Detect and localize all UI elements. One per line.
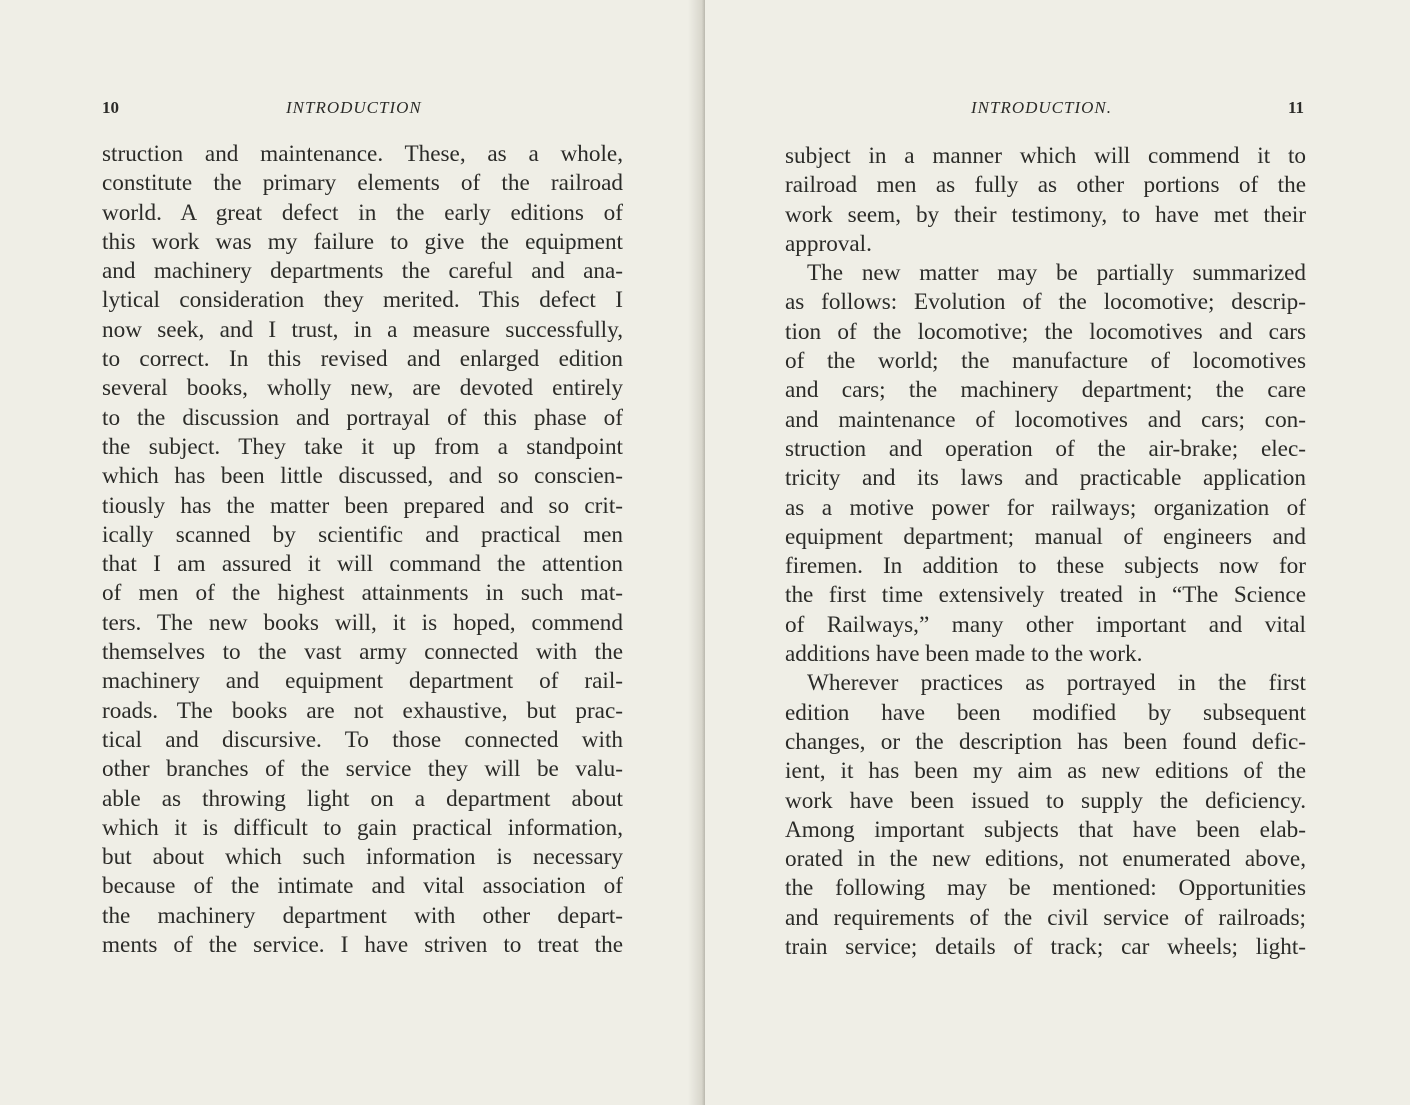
text-line: tical and discursive. To those connected with [102, 726, 623, 753]
text-line: Wherever practices as portrayed in the first [807, 670, 1306, 697]
text-line: changes, or the description has been found defic- [785, 728, 1306, 755]
text-line: work seem, by their testimony, to have met their [785, 201, 1306, 228]
text-line: edition have been modified by subsequent [785, 699, 1306, 726]
text-line: lytical consideration they merited. This defect I [102, 287, 623, 314]
text-line: now seek, and I trust, in a measure successfully, [102, 316, 623, 343]
text-line: as a motive power for railways; organization of [785, 494, 1306, 521]
right-page-number: 11 [1288, 98, 1305, 117]
text-line: Among important subjects that have been elab- [785, 816, 1306, 843]
text-line: the following may be mentioned: Opportunities [785, 875, 1306, 902]
text-line: world. A great defect in the early editions of [102, 199, 623, 226]
text-line: struction and operation of the air-brake; elec- [785, 435, 1306, 462]
text-line: tion of the locomotive; the locomotives and cars [785, 318, 1306, 345]
text-line: subject in a manner which will commend it to [785, 143, 1306, 169]
text-line: and cars; the machinery department; the care [785, 377, 1306, 404]
right-page [705, 0, 1410, 1105]
text-line: several books, wholly new, are devoted entirely [102, 375, 623, 402]
text-line: firemen. In addition to these subjects now for [785, 553, 1306, 580]
text-line: the first time extensively treated in “The Science [785, 582, 1306, 609]
right-running-head: INTRODUCTION. [971, 98, 1112, 117]
text-line: to the discussion and portrayal of this phase of [102, 404, 623, 431]
right-body-text [785, 142, 1306, 962]
text-line: this work was my failure to give the equipment [102, 228, 623, 255]
text-line: train service; details of track; car wheels; light- [785, 934, 1306, 961]
text-line: work have been issued to supply the deficiency. [785, 787, 1306, 814]
text-line: machinery and equipment department of rail- [102, 668, 623, 695]
text-line: but about which such information is necessary [102, 844, 623, 871]
text-line: ient, it has been my aim as new editions of the [785, 758, 1306, 785]
text-line: tiously has the matter been prepared and so crit- [102, 492, 623, 519]
text-line: the machinery department with other depart- [102, 902, 623, 929]
text-line: and machinery departments the careful and ana- [102, 258, 623, 285]
left-running-head: INTRODUCTION [286, 98, 422, 117]
text-line: of men of the highest attainments in such mat- [102, 580, 623, 607]
text-line: themselves to the vast army connected with the [102, 639, 623, 666]
text-line: constitute the primary elements of the railroad [102, 170, 623, 197]
text-line: tricity and its laws and practicable application [785, 465, 1306, 492]
text-line: able as throwing light on a department about [102, 785, 623, 812]
text-line: because of the intimate and vital association of [102, 873, 623, 900]
left-page-number: 10 [102, 98, 119, 117]
text-line: which it is difficult to gain practical information, [102, 814, 623, 841]
text-line: additions have been made to the work. [785, 641, 1143, 668]
text-line: and maintenance of locomotives and cars; con- [785, 406, 1306, 433]
text-line: as follows: Evolution of the locomotive; descrip- [785, 289, 1306, 316]
text-line: other branches of the service they will be valu- [102, 756, 623, 783]
text-line: orated in the new editions, not enumerated above, [785, 846, 1306, 873]
text-line: of Railways,” many other important and vital [785, 611, 1306, 638]
text-line: struction and maintenance. These, as a whole, [102, 141, 623, 167]
text-line: that I am assured it will command the attention [102, 551, 623, 578]
text-line: which has been little discussed, and so conscien- [102, 463, 623, 490]
text-line: roads. The books are not exhaustive, but prac- [102, 697, 623, 724]
text-line: ters. The new books will, it is hoped, commend [102, 609, 623, 636]
left-body-text [102, 140, 623, 960]
text-line: to correct. In this revised and enlarged edition [102, 346, 623, 373]
text-line: railroad men as fully as other portions of the [785, 172, 1306, 199]
text-line: approval. [785, 230, 872, 257]
text-line: ically scanned by scientific and practical men [102, 521, 623, 548]
text-line: ments of the service. I have striven to treat the [102, 932, 623, 959]
text-line: of the world; the manufacture of locomotives [785, 348, 1306, 375]
text-line: the subject. They take it up from a standpoint [102, 433, 623, 460]
text-line: and requirements of the civil service of railroads; [785, 904, 1306, 931]
text-line: The new matter may be partially summarized [807, 260, 1306, 287]
text-line: equipment department; manual of engineers and [785, 523, 1306, 550]
